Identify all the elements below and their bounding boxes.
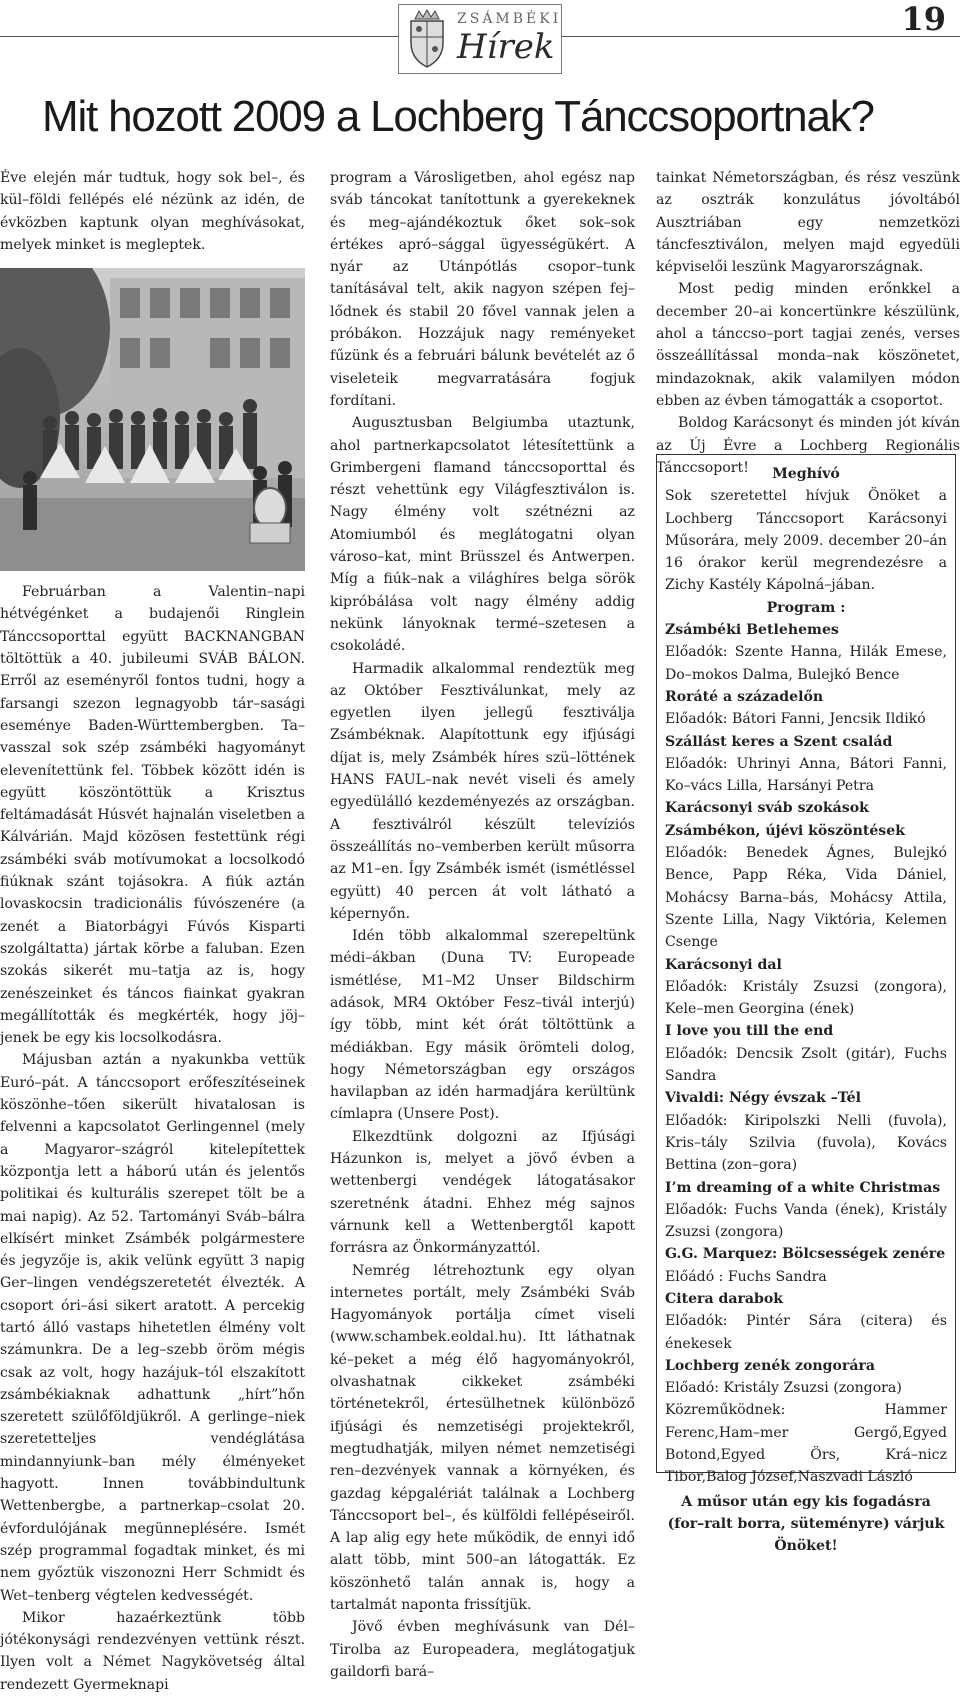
invitation-heading: Meghívó [772, 466, 840, 482]
col3-paragraph: tainkat Németországban, és rész veszünk az osztrák konzulátus jóvoltából Ausztriában egy nemzetközi táncfesztiválon, melyen majd egyedüli képviselői leszünk Magyarországnak. [656, 170, 960, 276]
col2-paragraph: Nemrég létrehoztunk egy olyan internetes portált, mely Zsámbéki Sváb Hagyományok portálja címet viseli (www.schambek.eoldal.hu). Itt láthatnak ké–peket a még élő hagyományokról, olvashatnak cikkeket zsámbéki történetekről, értesülhetnek különböző ifjúsági és nemzetiségi projektekről, megtudhatják, milyen német nemzetiségi ren–dezvények vannak a környéken, és gazdag képgalériát találnak a Lochberg Tánccsoport bel–, és külföldi fellépéseiről. A lap alig egy hete működik, de ennyi idő alatt több, mint 500–an látogatták. Ez köszönhető talán annak is, hogy a tartalmát naponta frissítjük. [330, 1262, 635, 1613]
invitation-box [656, 454, 956, 1555]
column-2 [330, 167, 635, 1683]
program-item-title: Szállást keres a Szent család [665, 733, 893, 750]
page-number: 19 [901, 0, 946, 38]
logo-main-text: Hírek [457, 27, 555, 67]
col1-paragraph: Februárban a Valentin–napi hétvégénket a budajenői Ringlein Tánccsoporttal együtt BACKNANGBAN töltöttük a 40. jubileumi SVÁB BÁLON. Erről az eseményről fontos tudni, hogy a farsangi szezon legnagyobb tár–sasági eseménye Baden-Württembergben. Ta–vasszal sok szép zsámbéki hagyományt elevenítettünk fel. Többek között idén is együtt köszöntöttük a Krisztus feltámadását Húsvét hajnalán viseletben a Kálvárián. Majd közösen festettünk régi zsámbéki sváb motívumokat a locsolkodó fiúknak szánt tojásokra. A fiúk aztán lovaskocsin tradicionális fúvószenére (a zenét a Biatorbágyi Fúvós Kisparti szolgáltatta) jártak körbe a faluban. Ezen szokás sikerét mu–tatja az is, hogy zenészeinket és táncos fiainkat gyakran megállították és megkérték, hogy jöj–jenek be egy kis locsolkodásra. [0, 584, 305, 1047]
logo-top-text: ZSÁMBÉKI [457, 11, 562, 27]
program-item-performers: Előadók: Kristály Zsuzsi (zongora), Kele–men Georgina (ének) [665, 978, 947, 1018]
program-item-title: I love you till the end [665, 1023, 834, 1040]
program-item-title: G.G. Marquez: Bölcsességek zenére [665, 1246, 946, 1263]
program-item-title: Zsámbéki Betlehemes [665, 622, 839, 639]
program-item-title: Lochberg zenék zongorára [665, 1357, 876, 1374]
program-heading: Program : [766, 599, 846, 616]
program-item-performers: Előadók: Dencsik Zsolt (gitár), Fuchs Sandra [665, 1045, 947, 1085]
program-item-performers: Előadók: Kiripolszki Nelli (fuvola), Kris–tály Szilvia (fuvola), Kovács Bettina (zon–gora) [665, 1112, 947, 1174]
program-item-performers: Előadók: Fuchs Vanda (ének), Kristály Zsuzsi (zongora) [665, 1201, 947, 1241]
col2-paragraph: Elkezdtünk dolgozni az Ifjúsági Házunkon is, melyet a jövő évben a wettenbergi vendégek látogatásakor szeretnénk átadni. Ehhez még sajnos várnunk kell a Wettenbergtől kapott forrásra az Önkormányzattól. [330, 1128, 635, 1257]
col1-paragraph: Májusban aztán a nyakunkba vettük Euró–pát. A tánccsoport erőfeszítéseinek köszönhe–tően sikerült hivatalosan is felvenni a kapcsolatot Gerlingennel (mely a Magyaror–szágról kitelepítettek központja lett a háború után és jelentős politikai és kulturális szerepet tölt be a mai napig). Az 52. Tartományi Sváb–bálra elkísért minket Zsámbék polgármestere és jegyzője is, akik velünk együtt 3 napig Ger–lingen vendégszeretetét élvezték. A csoport óri–ási sikert aratott. A percekig tartó álló vastaps hihetetlen élmény volt számunkra. De a leg–szebb öröm mégis csak az volt, hogy hazájuk–tól elszakított zsámbékiaknak adhattunk „hírt”hőn szeretett szülőföldjükről. A gerlinge–niek szeretetteljes vendéglátása mindannyiunk–ban mély élményeket hagyott. Innen továbbindultunk Wettenbergbe, a partnerkap–csolat 20. évfordulójának megünneplésére. Ismét szép programmal fogadtak minket, és mi nem győztük viszonozni Herr Schmidt és Wet–tenberg végtelen kedvességét. [0, 1052, 305, 1604]
column-1 [0, 167, 305, 1696]
program-item-performers: Előadó: Kristály Zsuzsi (zongora) [665, 1380, 902, 1397]
col3-paragraph: Most pedig minden erőnkkel a december 20–ai koncertünkre készülünk, ahol a tánccso–port tagjai zenés, verses összeállítással monda–nak köszönetet, mindazoknak, akik valamilyen módon ebben az évben támogatták a csoportot. [656, 281, 960, 409]
col2-paragraph: Harmadik alkalommal rendeztük meg az Október Fesztiválunkat, mely az egyetlen ilyen jellegű fesztiválja Zsámbéknak. Alapítottunk egy ifjúsági díjat is, mely Zsámbék híres szü–löttének HANS FAUL–nak nevét viseli és amely egyedülálló kezdeményezés az országban. A fesztiválról készült televíziós összeállítás no–vemberben került műsorra az M1–en. Így Zsámbék ismét (ismétléssel együtt) 40 percen át volt látható a képernyőn. [330, 660, 635, 922]
col2-paragraph: program a Városligetben, ahol egész nap sváb táncokat tanítottunk a gyerekeknek és meg–ajándékoztuk őket sok–sok értékes apró–sággal ügyességükért. A nyár az Utánpótlás csopor–tunk tanításával telt, akik nagyon szépen fej–lődnek és stabil 20 fővel vannak jelen a próbákon. Hozzájuk nagy reményeket fűzünk és a februári bálunk bevételét az ő viseleteik megvarratására fogjuk fordítani. [330, 170, 635, 409]
helpers-text: Közreműködnek: Hammer Ferenc,Ham–mer Gergő,Egyed Botond,Egyed Örs, Krá–nicz Tibor,Balog József,Naszvadi László [665, 1402, 947, 1486]
program-item-title: Zsámbékon, újévi köszöntések [665, 822, 905, 839]
col1-paragraph: Mikor hazaérkeztünk több jótékonysági rendezvényen vettünk részt. Ilyen volt a Német Nagykövetség által rendezett Gyermeknapi [0, 1609, 305, 1693]
program-item-title: Citera darabok [665, 1290, 784, 1307]
program-item-title: Roráté a századelőn [665, 688, 824, 705]
col3-paragraph: Boldog Karácsonyt és minden jót kíván az Új Évre a Lochberg Regionális Tánccsoport! [656, 415, 960, 476]
program-item-title: Vivaldi: Négy évszak –Tél [665, 1090, 861, 1107]
column-3 [656, 167, 960, 479]
col2-paragraph: Idén több alkalommal szerepeltünk médi–ákban (Duna TV: Europeade ismétlése, M1–M2 Unser Bildschirm adások, MR4 Október Fesz–tivál interjú) így több, mint két órát töltöttünk a médiákban. Egy másik örömteli dolog, hogy Németországban egy országos havilapban az idén harmadjára kerültünk címlapra (Unsere Post). [330, 928, 635, 1123]
newspaper-logo [398, 4, 562, 74]
photo-image [0, 268, 305, 571]
program-item-performers: Előadók: Pintér Sára (citera) és énekesek [665, 1313, 947, 1352]
col2-paragraph: Augusztusban Belgiumba utaztunk, ahol partnerkapcsolatot létesítettünk a Grimbergeni flamand tánccsoporttal és részt vehettünk egy Világfesztiválon is. Nagy élmény volt szétnézni az Atomiumból és meglátogatni olyan városo–kat, mint Brüsszel és Antwerpen. Míg a fiúk–nak a világhíres belga sörök kipróbálása volt nagy élmény addig nekünk lányoknak termé–szetesen a csokoládé. [330, 415, 635, 655]
article-title: Mit hozott 2009 a Lochberg Tánccsoportnak? [42, 92, 874, 141]
intro-paragraph: Éve elején már tudtuk, hogy sok bel–, és kül–földi fellépés elé nézünk az idén, de évközben kaptunk olyan meghívásokat, melyek minket is megleptek. [0, 170, 305, 253]
closing-text: A műsor után egy kis fogadásra (for–ralt borra, süteményre) várjuk Önöket! [667, 1493, 945, 1555]
col2-paragraph: Jövő évben meghívásunk van Dél–Tirolba az Europeadera, meglátogatjuk gaildorfi bará– [330, 1619, 635, 1680]
program-item-title: Karácsonyi dal [665, 956, 782, 973]
program-item-performers: Előadók: Bátori Fanni, Jencsik Ildikó [665, 711, 926, 728]
group-photo [0, 268, 305, 571]
program-item-title: Karácsonyi sváb szokások [665, 800, 869, 817]
program-item-title: I’m dreaming of a white Christmas [665, 1179, 941, 1196]
program-item-performers: Előádó : Fuchs Sandra [665, 1268, 827, 1285]
invitation-text: Sok szeretettel hívjuk Önöket a Lochberg Tánccsoport Karácsonyi Műsorára, mely 2009. december 20–án 16 órakor kerül megrendezésre a Zichy Kastély Kápolná–jában. [665, 488, 947, 594]
program-item-performers: Előadók: Uhrinyi Anna, Bátori Fanni, Ko–vács Lilla, Harsányi Petra [665, 755, 947, 795]
program-item-performers: Előadók: Benedek Ágnes, Bulejkó Bence, Papp Réka, Vida Dániel, Mohácsy Barna–bás, Mohácsy Attila, Szente Lilla, Nagy Viktória, Kelemen Csenge [665, 845, 947, 951]
program-item-performers: Előadók: Szente Hanna, Hilák Emese, Do–mokos Dalma, Bulejkó Bence [665, 644, 947, 683]
crest-icon [405, 9, 449, 69]
